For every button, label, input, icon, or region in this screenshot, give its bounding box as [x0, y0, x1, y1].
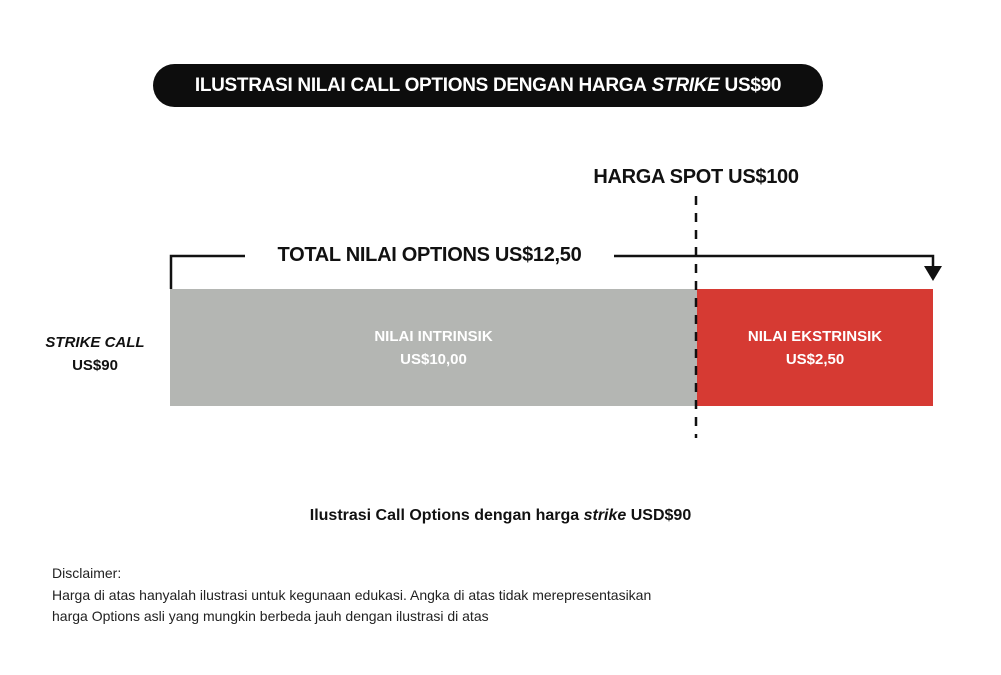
caption — [0, 507, 1001, 525]
intrinsic-value: US$10,00 — [400, 350, 467, 368]
caption-suffix: USD$90 — [630, 507, 692, 524]
disclaimer-heading: Disclaimer: — [52, 565, 122, 581]
title-italic: STRIKE — [651, 74, 720, 96]
title-suffix: US$90 — [724, 74, 782, 96]
strike-label — [20, 331, 170, 377]
strike-label-line1: STRIKE CALL — [45, 334, 145, 351]
total-bracket-left — [171, 256, 245, 289]
extrinsic-label: NILAI EKSTRINSIK — [747, 327, 883, 345]
caption-prefix: Ilustrasi Call Options dengan harga — [309, 507, 580, 524]
extrinsic-value: US$2,50 — [785, 350, 845, 368]
disclaimer-line1: Harga di atas hanyalah ilustrasi untuk kegunaan edukasi. Angka di atas tidak merepresentasikan — [52, 586, 652, 603]
caption-italic: strike — [583, 507, 627, 524]
arrow-down-icon — [924, 266, 942, 281]
disclaimer — [52, 563, 651, 628]
intrinsic-label: NILAI INTRINSIK — [374, 327, 493, 345]
spot-price-label: HARGA SPOT US$100 — [593, 166, 799, 188]
title-prefix: ILUSTRASI NILAI CALL OPTIONS DENGAN HARGA — [194, 74, 647, 96]
total-bracket-right — [614, 256, 933, 268]
disclaimer-line2: harga Options asli yang mungkin berbeda jauh dengan ilustrasi di atas — [52, 608, 489, 624]
total-value-label: TOTAL NILAI OPTIONS US$12,50 — [245, 244, 614, 267]
strike-label-line2: US$90 — [72, 357, 118, 374]
